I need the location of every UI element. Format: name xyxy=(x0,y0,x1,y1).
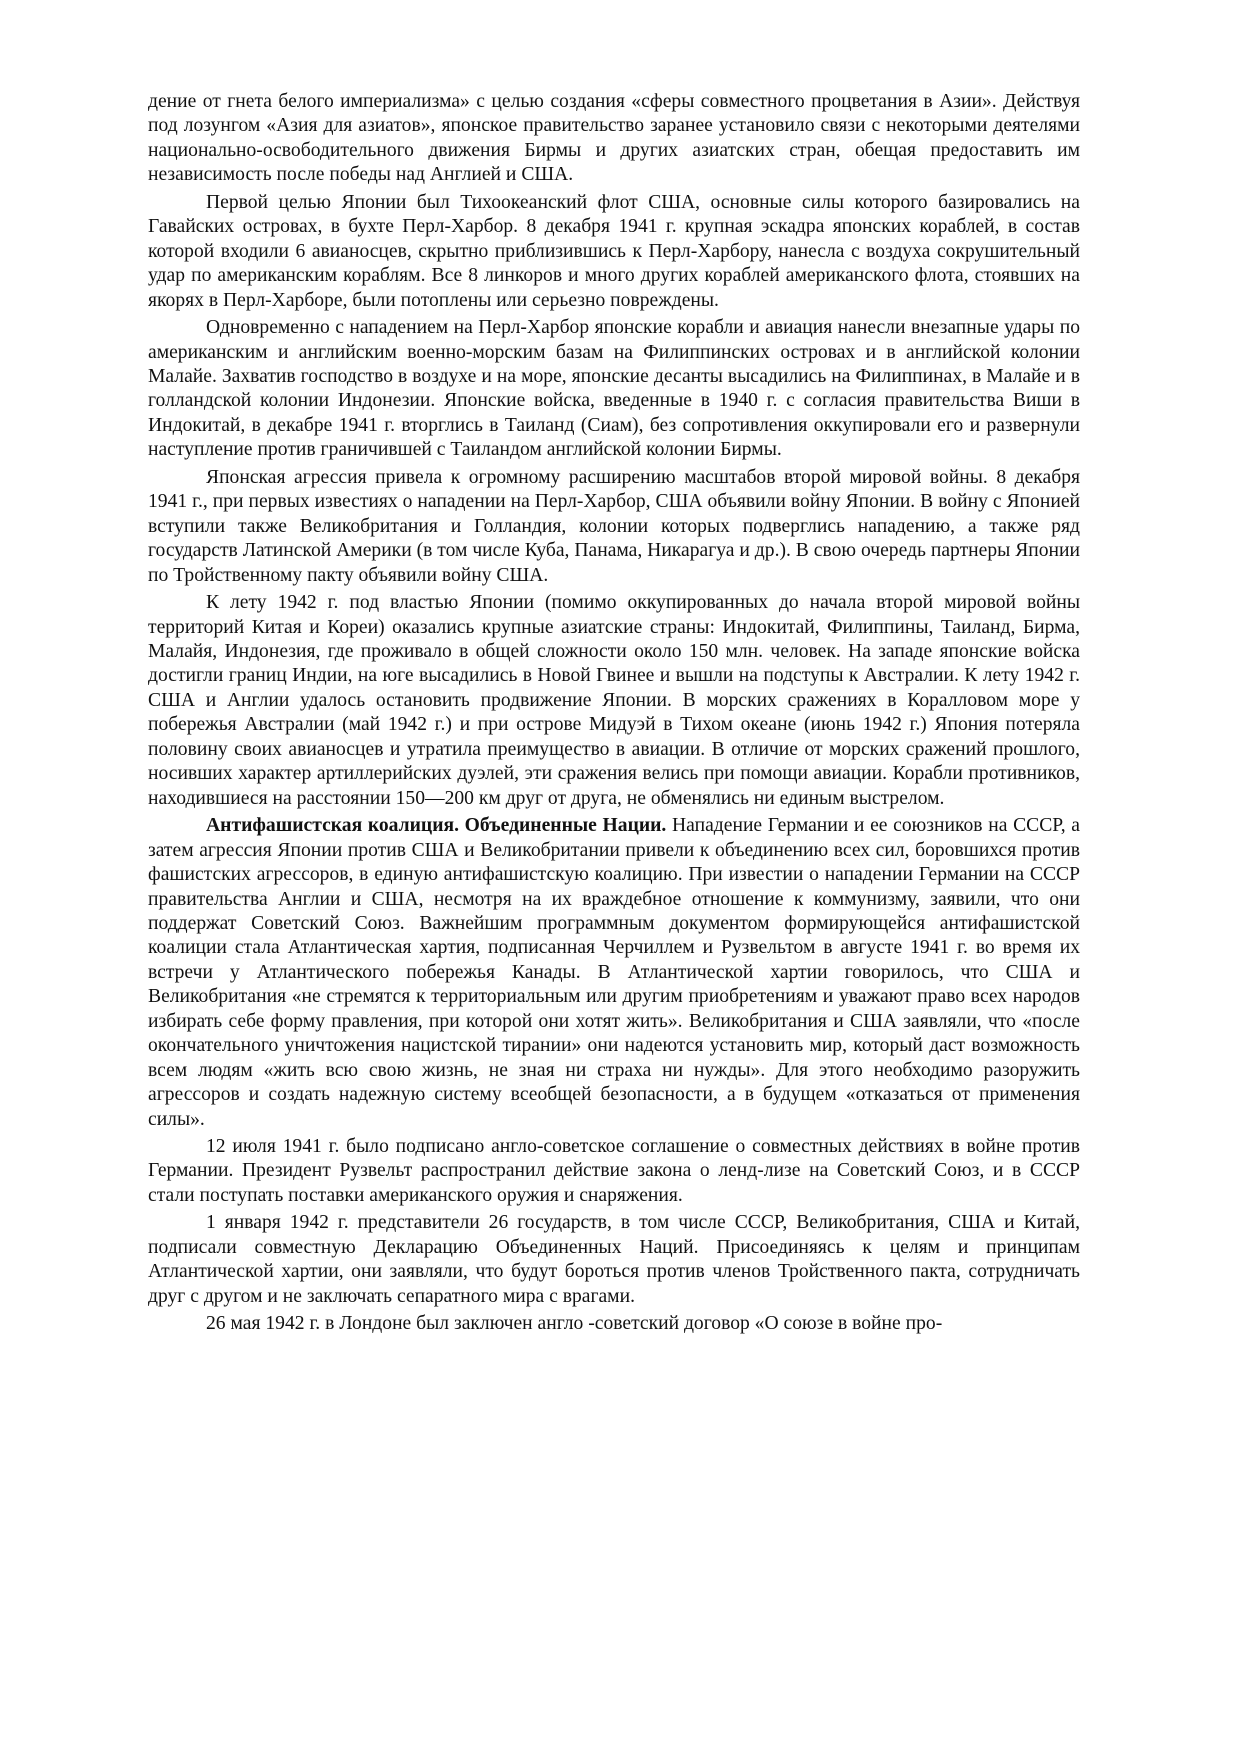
paragraph-3 xyxy=(148,316,1080,463)
paragraph-4 xyxy=(148,466,1080,588)
paragraph-8 xyxy=(148,1211,1080,1309)
paragraph-4-text: Японская агрессия привела к огромному расширению масштабов второй мировой войны. 8 декабря 1941 г., при первых известиях о нападении на Перл-Харбор, США объявили войну Японии. В войну с Японией вступили также Великобритания и Голландия, колонии которых подверглись нападению, а также ряд государств Латинской Америки (в том числе Куба, Панама, Никарагуа и др.). В свою очередь партнеры Японии по Тройственному пакту объявили войну США. xyxy=(148,466,1080,586)
document-page xyxy=(148,90,1080,1340)
paragraph-9-text: 26 мая 1942 г. в Лондоне был заключен англо -советский договор «О союзе в войне про- xyxy=(206,1313,943,1335)
paragraph-2 xyxy=(148,191,1080,313)
paragraph-5-text: К лету 1942 г. под властью Японии (помимо оккупированных до начала второй мировой войны территорий Китая и Кореи) оказались крупные азиатские страны: Индокитай, Филиппины, Таиланд, Бирма, Малайя, Индонезия, где проживало в общей сложности около 150 млн. человек. На западе японские войска достигли границ Индии, на юге высадились в Новой Гвинее и вышли на подступы к Австралии. К лету 1942 г. США и Англии удалось остановить продвижение Японии. В морских сражениях в Коралловом море у побережья Австралии (май 1942 г.) и при острове Мидуэй в Тихом океане (июнь 1942 г.) Япония потеряла половину своих авианосцев и утратила преимущество в авиации. В отличие от морских сражений прошлого, носивших характер артиллерийских дуэлей, эти сражения велись при помощи авиации. Корабли противников, находившиеся на расстоянии 150—200 км друг от друга, не обменялись ни единым выстрелом. xyxy=(148,592,1080,809)
paragraph-1-text: дение от гнета белого империализма» с целью создания «сферы совместного процветания в Азии». Действуя под лозунгом «Азия для азиатов», японское правительство заранее установило связи с некоторыми деятелями национально-освободительного движения Бирмы и других азиатских стран, обещая предоставить им независимость после победы над Англией и США. xyxy=(148,91,1080,186)
paragraph-3-text: Одновременно с нападением на Перл-Харбор японские корабли и авиация нанесли внезапные удары по американским и английским военно-морским базам на Филиппинских островах и в английской колонии Малайе. Захватив господство в воздухе и на море, японские десанты высадились на Филиппинах, в Малайе и в голландской колонии Индонезии. Японские войска, введенные в 1940 г. с согласия правительства Виши в Индокитай, в декабре 1941 г. вторглись в Таиланд (Сиам), без сопротивления оккупировали его и развернули наступление против граничившей с Таиландом английской колонии Бирмы. xyxy=(148,317,1080,461)
paragraph-5 xyxy=(148,591,1080,811)
paragraph-6-text: Нападение Германии и ее союзников на СССР, а затем агрессия Японии против США и Великобритании привели к объединению всех сил, боровшихся против фашистских агрессоров, в единую антифашистскую коалицию. При известии о нападении Германии на СССР правительства Англии и США, несмотря на их враждебное отношение к коммунизму, заявили, что они поддержат Советский Союз. Важнейшим программным документом формирующейся антифашистской коалиции стала Атлантическая хартия, подписанная Черчиллем и Рузвельтом в августе 1941 г. во время их встречи у Атлантического побережья Канады. В Атлантической хартии говорилось, что США и Великобритания «не стремятся к территориальным или другим приобретениям и уважают право всех народов избирать себе форму правления, при которой они хотят жить». Великобритания и США заявляли, что «после окончательного уничтожения нацистской тирании» они надеются установить мир, который даст возможность всем людям «жить всю свою жизнь, не зная ни страха ни нужды». Для этого необходимо разоружить агрессоров и создать надежную систему всеобщей безопасности, а в будущем «отказаться от применения силы». xyxy=(148,815,1080,1130)
section-heading: Антифашистская коалиция. Объединенные Нации. xyxy=(206,815,667,837)
paragraph-6 xyxy=(148,814,1080,1132)
paragraph-8-text: 1 января 1942 г. представители 26 государств, в том числе СССР, Великобритания, США и Китай, подписали совместную Декларацию Объединенных Наций. Присоединяясь к целям и принципам Атлантической хартии, они заявляли, что будут бороться против членов Тройственного пакта, сотрудничать друг с другом и не заключать сепаратного мира с врагами. xyxy=(148,1212,1080,1307)
paragraph-7 xyxy=(148,1135,1080,1208)
paragraph-7-text: 12 июля 1941 г. было подписано англо-советское соглашение о совместных действиях в войне против Германии. Президент Рузвельт распространил действие закона о ленд-лизе на Советский Союз, и в СССР стали поступать поставки американского оружия и снаряжения. xyxy=(148,1136,1080,1206)
paragraph-9 xyxy=(148,1312,1080,1336)
paragraph-1 xyxy=(148,90,1080,188)
paragraph-2-text: Первой целью Японии был Тихоокеанский флот США, основные силы которого базировались на Гавайских островах, в бухте Перл-Харбор. 8 декабря 1941 г. крупная эскадра японских кораблей, в состав которой входили 6 авианосцев, скрытно приблизившись к Перл-Харбору, нанесла с воздуха сокрушительный удар по американским кораблям. Все 8 линкоров и много других кораблей американского флота, стоявших на якорях в Перл-Харборе, были потоплены или серьезно повреждены. xyxy=(148,191,1080,311)
